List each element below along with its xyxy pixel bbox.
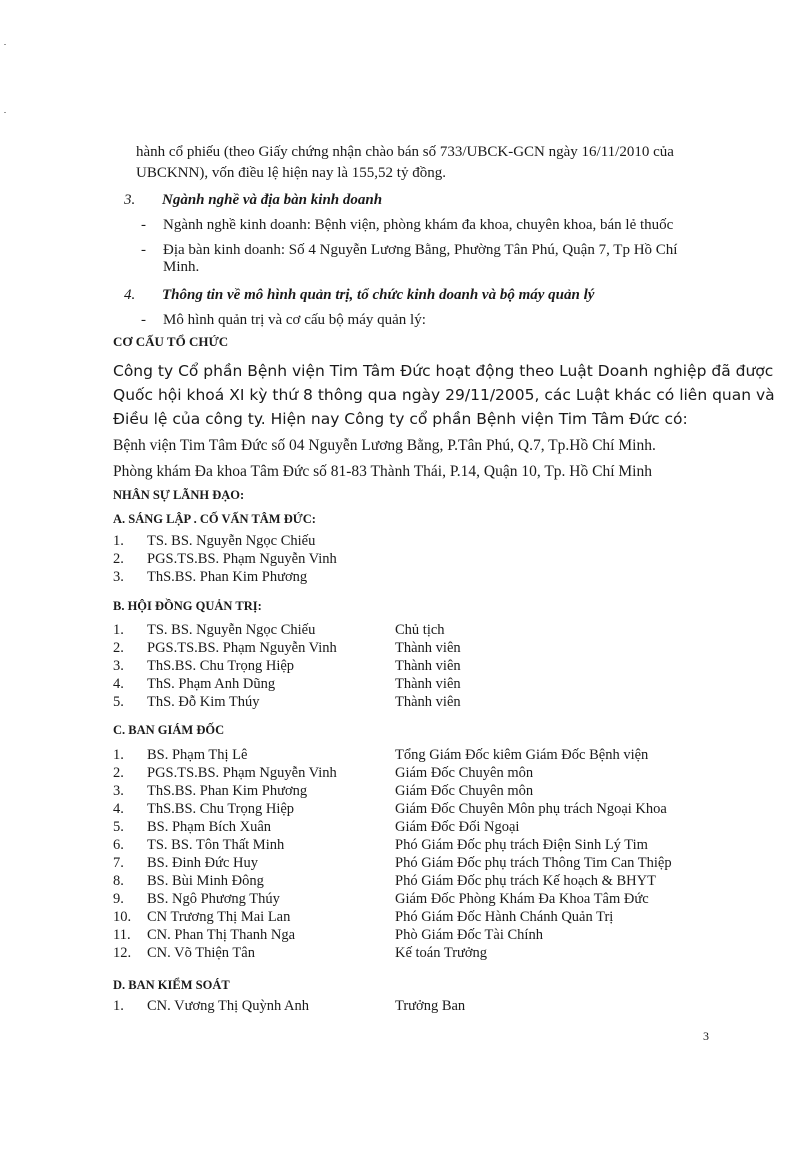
member-name: BS. Bùi Minh Đông bbox=[147, 873, 264, 889]
section-3-bullet-2: Địa bàn kinh doanh: Số 4 Nguyễn Lương Bằng, Phường Tân Phú, Quận 7, Tp Hồ Chí bbox=[163, 242, 678, 258]
bullet-dash: - bbox=[141, 312, 146, 328]
member-name: TS. BS. Tôn Thất Minh bbox=[147, 837, 285, 853]
member-role: Chủ tịch bbox=[395, 622, 445, 638]
org-heading: CƠ CẤU TỔ CHỨC bbox=[113, 334, 229, 349]
member-role: Thành viên bbox=[395, 640, 461, 656]
member-role: Tổng Giám Đốc kiêm Giám Đốc Bệnh viện bbox=[395, 747, 649, 763]
row-number: 8. bbox=[113, 873, 124, 889]
row-number: 1. bbox=[113, 533, 124, 549]
group-d-title: D. BAN KIỂM SOÁT bbox=[113, 978, 230, 992]
row-number: 4. bbox=[113, 676, 124, 692]
member-role: Giám Đốc Phòng Khám Đa Khoa Tâm Đức bbox=[395, 891, 649, 907]
org-para-line-3: Điều lệ của công ty. Hiện nay Công ty cổ phần Bệnh viện Tim Tâm Đức có: bbox=[113, 410, 688, 428]
group-a-title: A. SÁNG LẬP . CỐ VẤN TÂM ĐỨC: bbox=[113, 512, 316, 526]
bullet-dash: - bbox=[141, 242, 146, 258]
org-para-line-2: Quốc hội khoá XI kỳ thứ 8 thông qua ngày 29/11/2005, các Luật khác có liên quan và bbox=[113, 386, 775, 404]
member-role: Phó Giám Đốc phụ trách Kế hoạch & BHYT bbox=[395, 873, 656, 889]
member-role: Phó Giám Đốc phụ trách Thông Tim Can Thiệp bbox=[395, 855, 672, 871]
member-role: Giám Đốc Chuyên môn bbox=[395, 765, 534, 781]
member-role: Kế toán Trưởng bbox=[395, 945, 488, 961]
org-para-line-1: Công ty Cổ phần Bệnh viện Tim Tâm Đức hoạt động theo Luật Doanh nghiệp đã được bbox=[113, 362, 774, 380]
member-role: Giám Đốc Chuyên Môn phụ trách Ngoại Khoa bbox=[395, 801, 667, 817]
org-clinic: Phòng khám Đa khoa Tâm Đức số 81-83 Thành Thái, P.14, Quận 10, Tp. Hồ Chí Minh bbox=[113, 463, 652, 480]
section-4-number: 4. bbox=[124, 287, 136, 303]
member-role: Giám Đốc Đối Ngoại bbox=[395, 819, 520, 835]
section-3-title: Ngành nghề và địa bàn kinh doanh bbox=[162, 192, 383, 208]
member-name: BS. Ngô Phương Thúy bbox=[147, 891, 280, 907]
intro-line-1: hành cổ phiếu (theo Giấy chứng nhận chào bán số 733/UBCK-GCN ngày 16/11/2010 của bbox=[136, 144, 674, 160]
member-role: Thành viên bbox=[395, 694, 461, 710]
member-name: ThS.BS. Phan Kim Phương bbox=[147, 569, 308, 585]
group-b-title: B. HỘI ĐỒNG QUẢN TRỊ: bbox=[113, 599, 262, 613]
row-number: 7. bbox=[113, 855, 124, 871]
page-number: 3 bbox=[703, 1029, 709, 1043]
intro-line-2: UBCKNN), vốn điều lệ hiện nay là 155,52 tỷ đồng. bbox=[136, 165, 446, 181]
row-number: 2. bbox=[113, 765, 124, 781]
member-role: Phò Giám Đốc Tài Chính bbox=[395, 927, 543, 943]
section-3-bullet-2-cont: Minh. bbox=[163, 259, 200, 275]
row-number: 6. bbox=[113, 837, 124, 853]
row-number: 5. bbox=[113, 694, 124, 710]
member-name: CN. Võ Thiện Tân bbox=[147, 945, 255, 961]
org-hospital: Bệnh viện Tim Tâm Đức số 04 Nguyễn Lương Bằng, P.Tân Phú, Q.7, Tp.Hồ Chí Minh. bbox=[113, 437, 656, 454]
row-number: 3. bbox=[113, 569, 124, 585]
member-name: PGS.TS.BS. Phạm Nguyễn Vinh bbox=[147, 765, 337, 781]
member-name: TS. BS. Nguyễn Ngọc Chiếu bbox=[147, 622, 316, 638]
row-number: 1. bbox=[113, 998, 124, 1014]
member-name: PGS.TS.BS. Phạm Nguyễn Vinh bbox=[147, 551, 337, 567]
scan-mark bbox=[4, 112, 6, 113]
row-number: 2. bbox=[113, 551, 124, 567]
member-role: Phó Giám Đốc phụ trách Điện Sinh Lý Tim bbox=[395, 837, 648, 853]
section-4-bullet: Mô hình quản trị và cơ cấu bộ máy quản lý: bbox=[163, 312, 426, 328]
member-name: BS. Phạm Thị Lê bbox=[147, 747, 248, 763]
bullet-dash: - bbox=[141, 217, 146, 233]
member-name: ThS.BS. Chu Trọng Hiệp bbox=[147, 801, 295, 817]
member-name: TS. BS. Nguyễn Ngọc Chiếu bbox=[147, 533, 316, 549]
row-number: 9. bbox=[113, 891, 124, 907]
member-name: CN Trương Thị Mai Lan bbox=[147, 909, 291, 925]
row-number: 3. bbox=[113, 783, 124, 799]
section-3-bullet-1: Ngành nghề kinh doanh: Bệnh viện, phòng khám đa khoa, chuyên khoa, bán lẻ thuốc bbox=[163, 217, 674, 233]
member-role: Phó Giám Đốc Hành Chánh Quản Trị bbox=[395, 909, 614, 925]
leadership-heading: NHÂN SỰ LÃNH ĐẠO: bbox=[113, 488, 245, 502]
member-role: Thành viên bbox=[395, 658, 461, 674]
member-name: ThS. Đỗ Kim Thúy bbox=[147, 694, 260, 710]
row-number: 5. bbox=[113, 819, 124, 835]
row-number: 10. bbox=[113, 909, 132, 925]
member-role: Giám Đốc Chuyên môn bbox=[395, 783, 534, 799]
member-role: Thành viên bbox=[395, 676, 461, 692]
row-number: 12. bbox=[113, 945, 132, 961]
row-number: 1. bbox=[113, 622, 124, 638]
member-name: PGS.TS.BS. Phạm Nguyễn Vinh bbox=[147, 640, 337, 656]
row-number: 2. bbox=[113, 640, 124, 656]
section-4-title: Thông tin về mô hình quản trị, tổ chức kinh doanh và bộ máy quản lý bbox=[162, 287, 595, 303]
row-number: 3. bbox=[113, 658, 124, 674]
row-number: 4. bbox=[113, 801, 124, 817]
member-name: CN. Phan Thị Thanh Nga bbox=[147, 927, 296, 943]
member-role: Trưởng Ban bbox=[395, 998, 466, 1014]
member-name: CN. Vương Thị Quỳnh Anh bbox=[147, 998, 310, 1014]
member-name: ThS.BS. Phan Kim Phương bbox=[147, 783, 308, 799]
member-name: ThS.BS. Chu Trọng Hiệp bbox=[147, 658, 295, 674]
row-number: 1. bbox=[113, 747, 124, 763]
member-name: BS. Phạm Bích Xuân bbox=[147, 819, 272, 835]
section-3-number: 3. bbox=[124, 192, 136, 208]
scan-mark bbox=[4, 44, 6, 45]
row-number: 11. bbox=[113, 927, 131, 943]
member-name: BS. Đinh Đức Huy bbox=[147, 855, 258, 871]
group-c-title: C. BAN GIÁM ĐỐC bbox=[113, 723, 225, 737]
member-name: ThS. Phạm Anh Dũng bbox=[147, 676, 276, 692]
